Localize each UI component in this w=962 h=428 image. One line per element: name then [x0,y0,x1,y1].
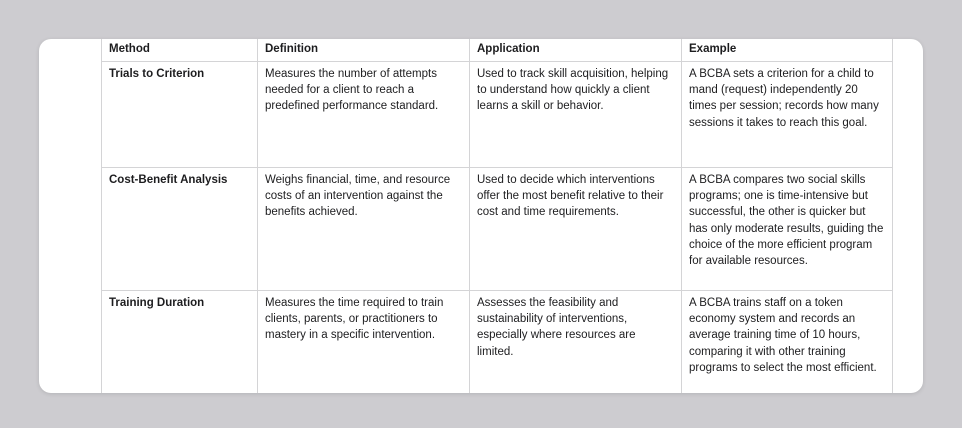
definition-cell: Measures the time required to train clients, parents, or practitioners to mastery in a specific intervention. [258,291,470,394]
table-row [102,168,893,291]
definition-cell: Measures the number of attempts needed for a client to reach a predefined performance standard. [258,62,470,168]
method-cell: Trials to Criterion [102,62,258,168]
definition-cell: Weighs financial, time, and resource costs of an intervention against the benefits achieved. [258,168,470,291]
header-method: Method [102,39,258,62]
application-cell: Assesses the feasibility and sustainability of interventions, especially where resources are limited. [470,291,682,394]
header-application: Application [470,39,682,62]
method-cell: Training Duration [102,291,258,394]
header-definition: Definition [258,39,470,62]
example-cell: A BCBA trains staff on a token economy system and records an average training time of 10 hours, comparing it with other training programs to select the most efficient. [682,291,893,394]
method-cell: Cost-Benefit Analysis [102,168,258,291]
document-card [39,39,923,393]
header-example: Example [682,39,893,62]
application-cell: Used to decide which interventions offer the most benefit relative to their cost and time requirements. [470,168,682,291]
application-cell: Used to track skill acquisition, helping to understand how quickly a client learns a skill or behavior. [470,62,682,168]
table-header-row [102,39,893,62]
table-row [102,291,893,394]
table-row [102,62,893,168]
methods-table [101,39,893,393]
example-cell: A BCBA sets a criterion for a child to mand (request) independently 20 times per session; records how many sessions it takes to reach this goal. [682,62,893,168]
example-cell: A BCBA compares two social skills programs; one is time-intensive but successful, the other is quicker but has only moderate results, guiding the choice of the more efficient program for available resources. [682,168,893,291]
